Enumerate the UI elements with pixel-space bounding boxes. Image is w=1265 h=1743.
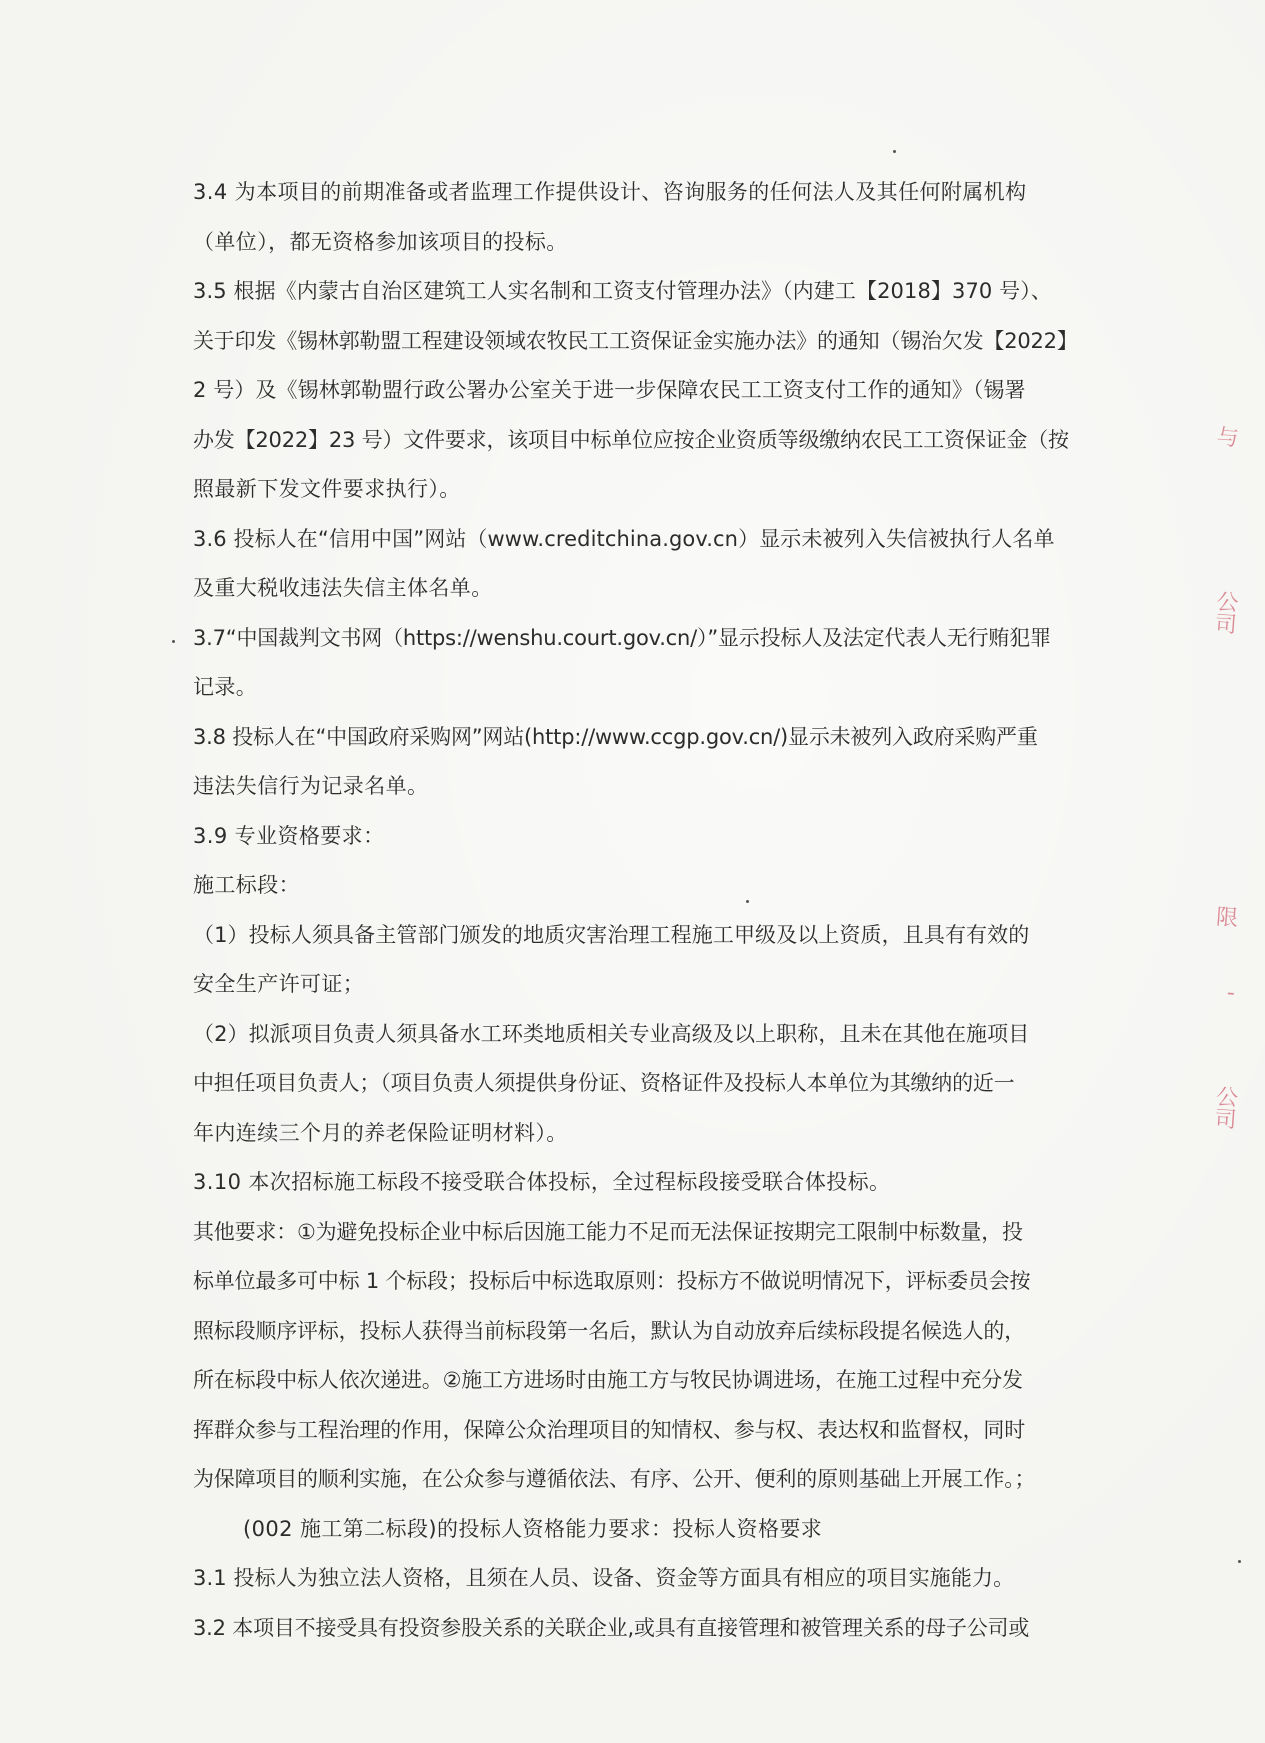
text-line: （1）投标人须具备主管部门颁发的地质灾害治理工程施工甲级及以上资质，且具有有效的 — [193, 922, 1030, 947]
scan-speck — [746, 900, 749, 903]
document-body — [193, 168, 1078, 1653]
text-line: 照标段顺序评标，投标人获得当前标段第一名后，默认为自动放弃后续标段提名候选人的， — [193, 1318, 1025, 1343]
scan-speck — [172, 640, 175, 643]
text-line: 2 号）及《锡林郭勒盟行政公署办公室关于进一步保障农民工工资支付工作的通知》（锡署 — [193, 378, 1026, 402]
text-line: 关于印发《锡林郭勒盟工程建设领域农牧民工工资保证金实施办法》的通知（锡治欠发【2022】 — [193, 328, 1078, 353]
seal-stamp-fragment: 限 — [1211, 904, 1239, 929]
text-line: 3.8 投标人在“中国政府采购网”网站(http://www.ccgp.gov.cn/)显示未被列入政府采购严重 — [193, 724, 1038, 749]
text-line: 3.4 为本项目的前期准备或者监理工作提供设计、咨询服务的任何法人及其任何附属机构 — [193, 180, 1027, 204]
text-line: 3.2 本项目不接受具有投资参股关系的关联企业,或具有直接管理和被管理关系的母子公司或 — [193, 1615, 1030, 1640]
subsection-heading: 施工标段： — [193, 873, 300, 897]
scan-speck — [1238, 1560, 1241, 1563]
text-line: 3.10 本次招标施工标段不接受联合体投标，全过程标段接受联合体投标。 — [193, 1170, 891, 1194]
text-line: （单位），都无资格参加该项目的投标。 — [193, 229, 568, 254]
text-line: 安全生产许可证； — [193, 972, 365, 996]
text-line: 违法失信行为记录名单。 — [193, 774, 429, 798]
text-line: 照最新下发文件要求执行）。 — [193, 477, 461, 501]
text-line: 中担任项目负责人；（项目负责人须提供身份证、资格证件及投标人本单位为其缴纳的近一 — [193, 1071, 1015, 1095]
text-line: 3.6 投标人在“信用中国”网站（www.creditchina.gov.cn）显示未被列入失信被执行人名单 — [193, 526, 1055, 551]
text-line: 为保障项目的顺利实施，在公众参与遵循依法、有序、公开、便利的原则基础上开展工作。； — [193, 1467, 1036, 1491]
text-line: 3.1 投标人为独立法人资格，且须在人员、设备、资金等方面具有相应的项目实施能力。 — [193, 1566, 1015, 1590]
text-line: （2）拟派项目负责人须具备水工环类地质相关专业高级及以上职称，且未在其他在施项目 — [193, 1021, 1030, 1046]
seal-stamp-fragment: 与 — [1212, 424, 1240, 449]
text-line: 所在标段中标人依次递进。②施工方进场时由施工方与牧民协调进场，在施工过程中充分发 — [193, 1368, 1023, 1392]
text-line: 标单位最多可中标 1 个标段；投标后中标选取原则：投标方不做说明情况下，评标委员会按 — [193, 1269, 1031, 1293]
seal-stamp-fragment: 公司 — [1210, 589, 1239, 636]
text-line: 年内连续三个月的养老保险证明材料）。 — [193, 1120, 568, 1145]
scan-speck — [893, 150, 896, 153]
seal-stamp-fragment: 公司 — [1210, 1084, 1239, 1131]
section-heading: 3.9 专业资格要求： — [193, 823, 385, 848]
text-line: 3.7“中国裁判文书网（https://wenshu.court.gov.cn/）”显示投标人及法定代表人无行贿犯罪 — [193, 625, 1051, 650]
section-heading: (002 施工第二标段)的投标人资格能力要求：投标人资格要求 — [243, 1516, 823, 1541]
seal-stamp-fragment: ' — [1211, 989, 1238, 998]
text-line: 3.5 根据《内蒙古自治区建筑工人实名制和工资支付管理办法》（内建工【2018】370 号）、 — [193, 279, 1052, 303]
text-line: 其他要求：①为避免投标企业中标后因施工能力不足而无法保证按期完工限制中标数量，投 — [193, 1219, 1023, 1244]
text-line: 及重大税收违法失信主体名单。 — [193, 576, 493, 600]
text-line: 办发【2022】23 号）文件要求，该项目中标单位应按企业资质等级缴纳农民工工资保证金（按 — [193, 427, 1069, 452]
text-line: 挥群众参与工程治理的作用，保障公众治理项目的知情权、参与权、表达权和监督权，同时 — [193, 1417, 1025, 1442]
text-line: 记录。 — [193, 675, 258, 699]
